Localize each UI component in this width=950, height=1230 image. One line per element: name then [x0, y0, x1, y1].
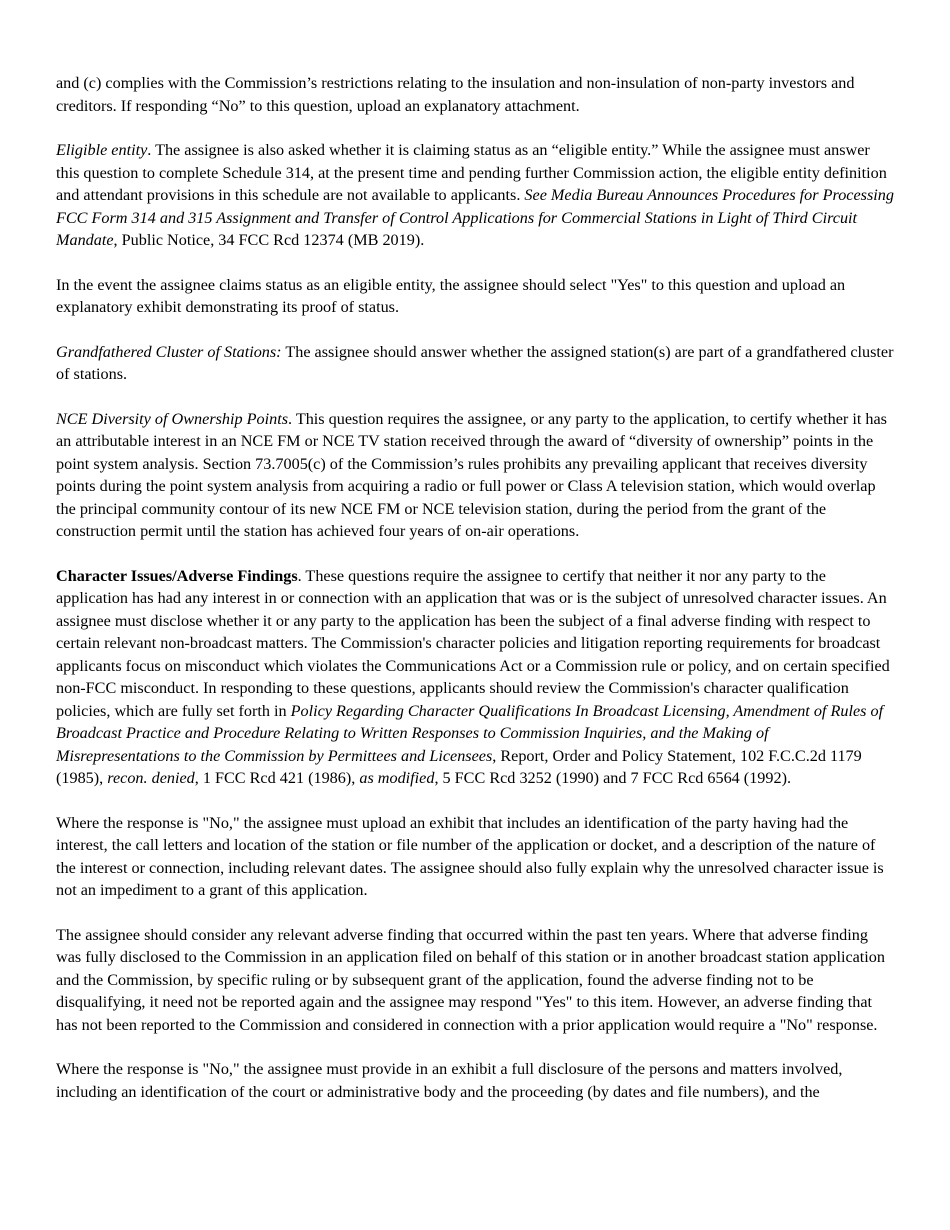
paragraph-text: and (c) complies with the Commission’s restrictions relating to the insulation and non-insulation of non-party investors and creditors. If responding “No” to this question, upload an explanatory attachment.: [56, 74, 855, 115]
citation-recon-denied: recon. denied: [107, 769, 195, 787]
paragraph-text: , Report, Order and Policy Statement, 102 F.C.C.2d 1179 (1985),: [56, 746, 862, 787]
paragraph-full-disclosure: [56, 1058, 894, 1103]
paragraph-text: , 1 FCC Rcd 421 (1986),: [194, 769, 360, 787]
citation: See Media Bureau Announces Procedures for Processing FCC Form 314 and 315 Assignment and Transfer of Control Applications for Commercial Stations in Light of Third Circuit Mandate: [56, 186, 894, 249]
paragraph-text: . These questions require the assignee to certify that neither it nor any party to the application has had any interest in or connection with an application that was or is the subject of unresolved character issues. An assignee must disclose whether it or any party to the application has been the subject of a final adverse finding with respect to certain relevant non-broadcast matters. The Commission's character policies and litigation reporting requirements for broadcast applicants focus on misconduct which violates the Communications Act or a Commission rule or policy, and on certain specified non-FCC misconduct. In responding to these questions, applicants should review the Commission's character qualification policies, which are fully set forth in: [56, 566, 890, 720]
citation-as-modified: as modified: [359, 769, 435, 787]
eligible-entity-heading: Eligible entity: [56, 141, 148, 159]
grandfathered-heading: Grandfathered Cluster of Stations:: [56, 342, 282, 361]
document-page: [56, 72, 894, 1125]
paragraph-text: Where the response is "No," the assignee must upload an exhibit that includes an identification of the party having had the interest, the call letters and location of the station or file number of the application or docket, and a description of the nature of the interest or connection, including relevant dates. The assignee should also fully explain why the unresolved character issue is not an impediment to a grant of this application.: [56, 813, 884, 899]
paragraph-text: . This question requires the assignee, or any party to the application, to certify whether it has an attributable interest in an NCE FM or NCE TV station received through the award of “diversity of ownership” points in the point system analysis. Section 73.7005(c) of the Commission’s rules prohibits any prevailing applicant that receives diversity points during the point system analysis from acquiring a radio or full power or Class A television station, which would overlap the principal community contour of its new NCE FM or NCE television station, during the period from the grant of the construction permit until the station has achieved four years of on-air operations.: [56, 409, 887, 540]
paragraph-text: Where the response is "No," the assignee must provide in an exhibit a full disclosure of the persons and matters involved, including an identification of the court or administrative body and the proceeding (by dates and file numbers), and the: [56, 1060, 843, 1101]
paragraph-eligible-entity: [56, 139, 894, 252]
paragraph-insulation: [56, 72, 894, 117]
paragraph-text: The assignee should answer whether the assigned station(s) are part of a grandfathered cluster of stations.: [56, 342, 894, 383]
paragraph-nce-diversity: [56, 408, 894, 543]
paragraph-eligible-entity-status: [56, 274, 894, 319]
paragraph-text: In the event the assignee claims status as an eligible entity, the assignee should select "Yes" to this question and upload an explanatory exhibit demonstrating its proof of status.: [56, 275, 846, 316]
character-issues-heading: Character Issues/Adverse Findings: [56, 566, 298, 585]
paragraph-response-no-exhibit: [56, 812, 894, 902]
paragraph-text: , Public Notice, 34 FCC Rcd 12374 (MB 2019).: [113, 231, 425, 249]
paragraph-text: . The assignee is also asked whether it is claiming status as an “eligible entity.” While the assignee must answer this question to complete Schedule 314, at the present time and pending further Commission action, the eligible entity definition and attendant provisions in this schedule are not available to applicants.: [56, 141, 887, 204]
citation: Policy Regarding Character Qualifications In Broadcast Licensing, Amendment of Rules of Broadcast Practice and Procedure Relating to Written Responses to Commission Inquiries, and the Making of Misrepresentations to the Commission by Permittees and Licensees: [56, 701, 884, 765]
paragraph-text: The assignee should consider any relevant adverse finding that occurred within the past ten years. Where that adverse finding was fully disclosed to the Commission in an application filed on behalf of this station or in another broadcast station application and the Commission, by specific ruling or by subsequent grant of the application, found the adverse finding not to be disqualifying, it need not be reported again and the assignee may respond "Yes" to this item. However, an adverse finding that has not been reported to the Commission and considered in connection with a prior application would require a "No" response.: [56, 925, 885, 1034]
paragraph-character-issues: [56, 565, 894, 790]
paragraph-adverse-finding: [56, 924, 894, 1037]
paragraph-grandfathered-cluster: [56, 341, 894, 386]
paragraph-text: , 5 FCC Rcd 3252 (1990) and 7 FCC Rcd 6564 (1992).: [434, 769, 792, 787]
nce-diversity-heading: NCE Diversity of Ownership Points: [56, 409, 289, 428]
